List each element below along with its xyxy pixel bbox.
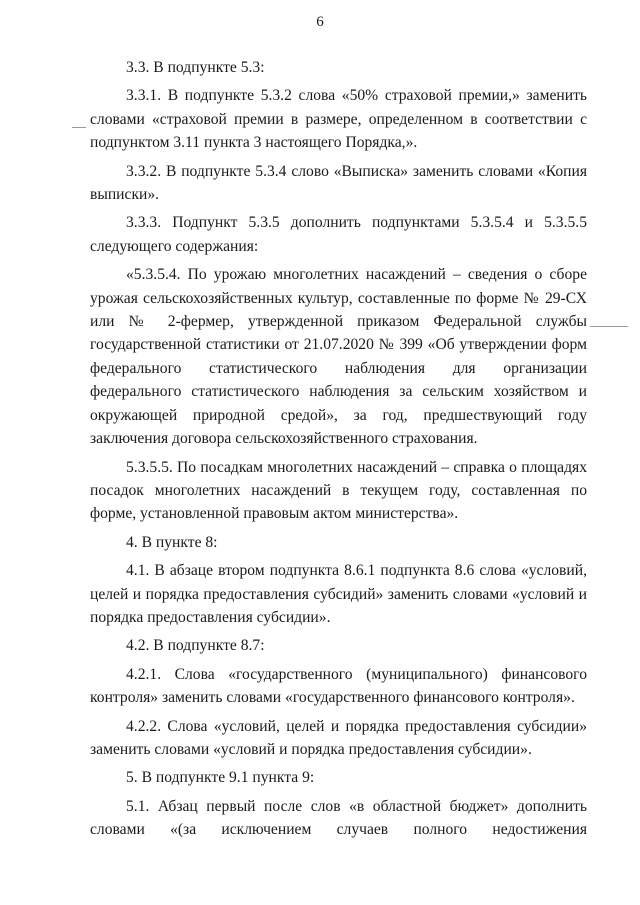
paragraph-4-2-1: 4.2.1. Слова «государственного (муниципального) финансового контроля» заменить словами «государственного финансового контроля». bbox=[90, 665, 587, 707]
paragraph-3-3-3: 3.3.3. Подпункт 5.3.5 дополнить подпунктами 5.3.5.4 и 5.3.5.5 следующего содержания: bbox=[90, 214, 587, 255]
scan-mark-left bbox=[72, 127, 86, 128]
paragraph-5-3-5-4: «5.3.5.4. По урожаю многолетних насаждений – сведения о сборе урожая сельскохозяйственных культур, составленные по форме № 29-СХ или № 2-фермер, утвержденной приказом Федеральной службы государственной статистики от 21.07.2020 № 399 «Об утверждении форм федерального статистического наблюдения для организации федерального статистического наблюдения за сельским хозяйством и окружающей природной средой», за год, предшествующий году заключения договора сельскохозяйственного страхования. bbox=[90, 266, 587, 448]
paragraph-3-3-1: 3.3.1. В подпункте 5.3.2 слова «50% страховой премии,» заменить словами «страховой премии в размере, определенном в соответствии с подпунктом 3.11 пункта 3 настоящего Порядка,». bbox=[90, 87, 587, 152]
scan-mark-right bbox=[590, 326, 628, 327]
paragraph-4: 4. В пункте 8: bbox=[126, 533, 218, 551]
paragraph-5: 5. В подпункте 9.1 пункта 9: bbox=[126, 769, 315, 787]
paragraph-5-1: 5.1. Абзац первый после слов «в областной бюджет» дополнить словами «(за исключением случаев полного недостижения bbox=[90, 797, 587, 839]
document-body bbox=[90, 56, 587, 842]
paragraph-3-3-2: 3.3.2. В подпункте 5.3.4 слово «Выписка» заменить словами «Копия выписки». bbox=[90, 162, 587, 204]
paragraph-4-2: 4.2. В подпункте 8.7: bbox=[126, 637, 265, 655]
paragraph-4-1: 4.1. В абзаце втором подпункта 8.6.1 подпункта 8.6 слова «условий, целей и порядка предоставления субсидий» заменить словами «условий и порядка предоставления субсидии». bbox=[90, 562, 587, 626]
paragraph-3-3: 3.3. В подпункте 5.3: bbox=[126, 59, 265, 76]
page-number: 6 bbox=[316, 14, 324, 30]
paragraph-4-2-2: 4.2.2. Слова «условий, целей и порядка предоставления субсидии» заменить словами «условий и порядка предоставления субсидии». bbox=[90, 717, 587, 758]
paragraph-5-3-5-5: 5.3.5.5. По посадкам многолетних насаждений – справка о площадях посадок многолетних насаждений в текущем году, составленная по форме, установленной правовым актом министерства». bbox=[90, 458, 587, 523]
